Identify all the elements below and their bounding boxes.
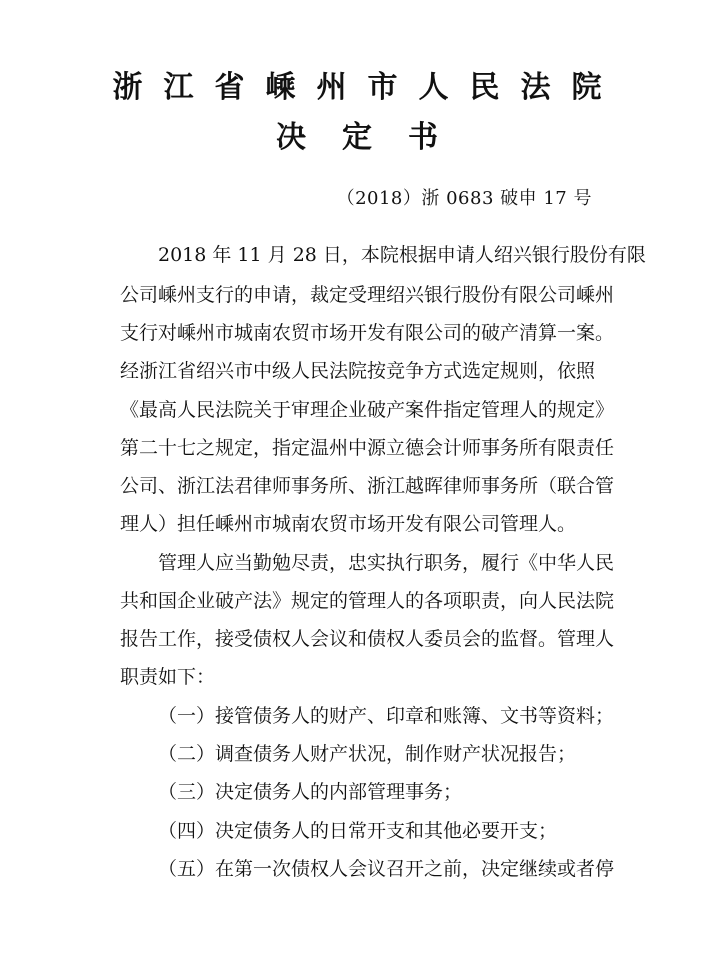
body-line: 报告工作，接受债权人会议和债权人委员会的监督。管理人: [120, 628, 615, 650]
body-line: 理人）担任嵊州市城南农贸市场开发有限公司管理人。: [120, 513, 577, 535]
body-line: 《最高人民法院关于审理企业破产案件指定管理人的规定》: [120, 399, 615, 421]
duty-item: （四）决定债务人的日常开支和其他必要开支；: [158, 820, 558, 842]
body-line: 支行对嵊州市城南农贸市场开发有限公司的破产清算一案。: [120, 322, 615, 344]
duty-item: （一）接管债务人的财产、印章和账簿、文书等资料；: [158, 705, 615, 727]
body-line: 共和国企业破产法》规定的管理人的各项职责，向人民法院: [120, 590, 615, 612]
body-line: 第二十七之规定，指定温州中源立德会计师事务所有限责任: [120, 437, 615, 459]
body-line: 公司、浙江法君律师事务所、浙江越晖律师事务所（联合管: [120, 475, 615, 497]
case-number: （2018）浙 0683 破申 17 号: [336, 188, 592, 209]
duty-item: （二）调查债务人财产状况，制作财产状况报告；: [158, 743, 577, 765]
document-type-heading: 决定书: [276, 120, 474, 155]
body-line: 公司嵊州支行的申请，裁定受理绍兴银行股份有限公司嵊州: [120, 284, 615, 306]
body-line: 2018 年 11 月 28 日，本院根据申请人绍兴银行股份有限: [158, 244, 646, 266]
body-line: 职责如下：: [120, 666, 216, 688]
court-name-heading: 浙江省嵊州市人民法院: [112, 70, 623, 105]
body-line: 经浙江省绍兴市中级人民法院按竞争方式选定规则，依照: [120, 360, 596, 382]
duty-item: （三）决定债务人的内部管理事务；: [158, 781, 463, 803]
duty-item: （五）在第一次债权人会议召开之前，决定继续或者停: [158, 858, 615, 880]
body-line: 管理人应当勤勉尽责，忠实执行职务，履行《中华人民: [158, 552, 615, 574]
